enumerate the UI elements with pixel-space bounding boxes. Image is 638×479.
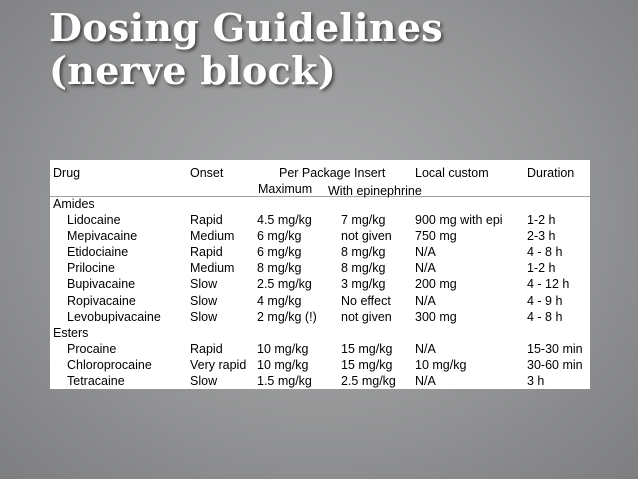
max-dose-cell: 6 mg/kg [257,245,302,260]
drug-cell: Tetracaine [67,374,125,389]
local-custom-cell: N/A [415,245,436,260]
drug-cell: Chloroprocaine [67,357,152,372]
max-with-epi-cell: not given [341,229,392,244]
onset-cell: Slow [190,309,218,324]
header-maximum: Maximum [258,182,313,196]
drug-cell: Ropivacaine [67,293,136,308]
max-with-epi-cell: No effect [341,293,391,308]
onset-cell: Medium [190,229,235,244]
max-with-epi-cell: 7 mg/kg [341,213,386,228]
table-row [50,260,590,276]
group-label: Amides [53,197,95,211]
max-dose-cell: 8 mg/kg [257,261,302,276]
duration-cell: 3 h [527,374,545,389]
drug-cell: Procaine [67,341,117,356]
max-with-epi-cell: 15 mg/kg [341,341,393,356]
local-custom-cell: 200 mg [415,277,457,292]
duration-cell: 4 - 8 h [527,309,563,324]
local-custom-cell: N/A [415,341,436,356]
max-dose-cell: 1.5 mg/kg [257,374,312,389]
duration-cell: 4 - 8 h [527,245,563,260]
duration-cell: 15-30 min [527,341,583,356]
local-custom-cell: 10 mg/kg [415,357,467,372]
max-with-epi-cell: not given [341,309,392,324]
duration-cell: 2-3 h [527,229,556,244]
duration-cell: 4 - 9 h [527,293,563,308]
max-dose-cell: 2.5 mg/kg [257,277,312,292]
table-row [50,293,590,309]
onset-cell: Rapid [190,245,223,260]
onset-cell: Slow [190,293,218,308]
local-custom-cell: 300 mg [415,309,457,324]
onset-cell: Slow [190,374,218,389]
onset-cell: Medium [190,261,235,276]
table-row [50,373,590,389]
header-duration: Duration [527,166,575,180]
max-dose-cell: 6 mg/kg [257,229,302,244]
table-row [50,341,590,357]
local-custom-cell: 900 mg with epi [415,213,503,228]
duration-cell: 4 - 12 h [527,277,570,292]
table-row [50,244,590,260]
dosing-table [50,160,590,389]
duration-cell: 30-60 min [527,357,583,372]
max-with-epi-cell: 15 mg/kg [341,357,393,372]
table-row [50,276,590,292]
max-with-epi-cell: 2.5 mg/kg [341,374,396,389]
drug-cell: Levobupivacaine [67,309,161,324]
header-drug: Drug [53,166,81,180]
max-dose-cell: 4.5 mg/kg [257,213,312,228]
onset-cell: Rapid [190,213,223,228]
max-dose-cell: 10 mg/kg [257,341,309,356]
table-row [50,212,590,228]
table-row [50,228,590,244]
table-row [50,309,590,325]
group-label: Esters [53,325,89,340]
max-with-epi-cell: 8 mg/kg [341,245,386,260]
drug-cell: Prilocine [67,261,115,276]
onset-cell: Slow [190,277,218,292]
onset-cell: Rapid [190,341,223,356]
header-onset: Onset [190,166,224,180]
table-header [50,160,590,197]
max-with-epi-cell: 8 mg/kg [341,261,386,276]
drug-cell: Lidocaine [67,213,121,228]
max-with-epi-cell: 3 mg/kg [341,277,386,292]
duration-cell: 1-2 h [527,213,556,228]
max-dose-cell: 4 mg/kg [257,293,302,308]
max-dose-cell: 2 mg/kg (!) [257,309,317,324]
local-custom-cell: N/A [415,374,436,389]
drug-cell: Etidociaine [67,245,129,260]
table-body [50,196,590,389]
local-custom-cell: N/A [415,293,436,308]
title-line-1: Dosing Guidelines [49,5,443,50]
duration-cell: 1-2 h [527,261,556,276]
header-per-package-insert: Per Package Insert [279,166,386,180]
header-local-custom: Local custom [415,166,489,180]
table-row [50,357,590,373]
title-line-2: (nerve block) [49,48,336,93]
drug-cell: Mepivacaine [67,229,138,244]
local-custom-cell: N/A [415,261,436,276]
max-dose-cell: 10 mg/kg [257,357,309,372]
header-with-epinephrine: With epinephrine [328,184,422,198]
slide-title [49,6,443,92]
drug-cell: Bupivacaine [67,277,136,292]
onset-cell: Very rapid [190,357,247,372]
local-custom-cell: 750 mg [415,229,457,244]
